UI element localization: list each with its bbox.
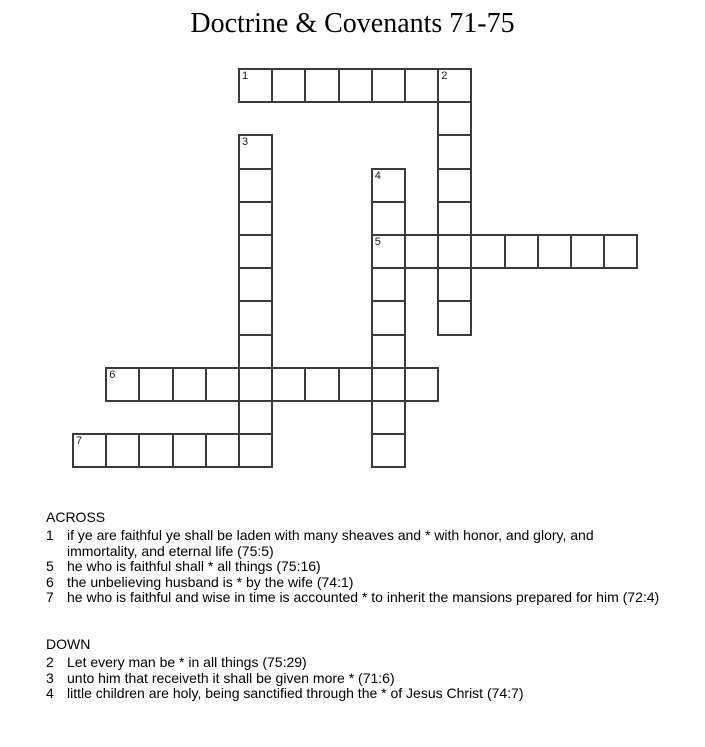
clue-text: the unbelieving husband is * by the wife (74:1): [67, 573, 354, 590]
across-clues-section: [46, 510, 664, 606]
grid-cell: [371, 367, 406, 402]
clue-text: if ye are faithful ye shall be laden with many sheaves and * with honor, and glory, and immortality, and eternal life (75:5): [67, 527, 594, 559]
grid-cell: [238, 300, 273, 335]
grid-cell: [371, 400, 406, 435]
grid-number-5: 5: [374, 236, 381, 248]
grid-cell: [238, 334, 273, 369]
grid-cell: [437, 267, 472, 302]
grid-cell: [304, 68, 339, 103]
grid-cell: [437, 134, 472, 169]
grid-cell: [371, 334, 406, 369]
down-clue-4: [46, 686, 664, 702]
grid-cell: [238, 201, 273, 236]
grid-cell: [537, 234, 572, 269]
grid-cell: [205, 433, 240, 468]
clue-number: 1: [46, 527, 54, 543]
across-header: ACROSS: [46, 509, 106, 525]
across-clue-7: [46, 590, 664, 606]
grid-cell: [105, 433, 140, 468]
grid-cell: [238, 168, 273, 203]
grid-number-1: 1: [242, 70, 249, 82]
clue-number: 6: [46, 573, 54, 590]
grid-cell: [238, 267, 273, 302]
clue-number: 5: [46, 558, 54, 574]
grid-number-3: 3: [242, 136, 249, 149]
down-clue-list: [46, 655, 664, 702]
grid-cell: [603, 234, 638, 269]
grid-cell: [570, 234, 605, 269]
grid-number-2: 2: [441, 70, 448, 82]
clue-text: Let every man be * in all things (75:29): [67, 654, 307, 670]
grid-cell: [504, 234, 539, 269]
across-clue-5: [46, 559, 664, 575]
across-clue-1: [46, 528, 664, 559]
clue-text: little children are holy, being sanctified through the * of Jesus Christ (74:7): [67, 685, 524, 701]
grid-cell: [172, 433, 207, 468]
down-header: DOWN: [46, 636, 91, 652]
grid-cell: [404, 234, 439, 269]
clue-text: unto him that receiveth it shall be given more * (71:6): [67, 669, 395, 686]
grid-number-7: 7: [76, 435, 83, 448]
grid-cell: [404, 68, 439, 103]
grid-cell: [172, 367, 207, 402]
grid-cell: [238, 234, 273, 269]
grid-cell: [271, 68, 306, 103]
grid-cell: [271, 367, 306, 402]
grid-cell: [437, 168, 472, 203]
grid-cell: [138, 367, 173, 402]
grid-cell: [437, 234, 472, 269]
clue-number: 2: [46, 654, 54, 670]
grid-cell: [371, 68, 406, 103]
grid-cell: [138, 433, 173, 468]
grid-cell: [437, 300, 472, 335]
grid-number-6: 6: [109, 368, 116, 381]
clue-number: 7: [46, 589, 54, 605]
clue-text: he who is faithful shall * all things (75:16): [67, 558, 321, 574]
grid-cell: [371, 267, 406, 302]
page-title: Doctrine & Covenants 71-75: [190, 8, 515, 39]
clue-number: 4: [46, 685, 54, 701]
across-clue-6: [46, 575, 664, 591]
clue-text: he who is faithful and wise in time is accounted * to inherit the mansions prepared for him (72:4): [67, 589, 660, 605]
down-clue-2: [46, 655, 664, 671]
grid-cell: [371, 201, 406, 236]
grid-cell: [338, 367, 373, 402]
down-clues-section: [46, 637, 664, 702]
grid-cell: [371, 300, 406, 335]
grid-cell: [304, 367, 339, 402]
grid-cell: [470, 234, 505, 269]
grid-cell: [205, 367, 240, 402]
across-clue-list: [46, 528, 664, 606]
grid-cell: [338, 68, 373, 103]
grid-cell: [238, 400, 273, 435]
grid-number-4: 4: [374, 169, 381, 182]
grid-cell: [238, 367, 273, 402]
grid-cell: [238, 433, 273, 468]
down-clue-3: [46, 671, 664, 687]
grid-cell: [437, 201, 472, 236]
clue-number: 3: [46, 669, 54, 686]
grid-cell: [437, 101, 472, 136]
grid-cell: [371, 433, 406, 468]
grid-cell: [404, 367, 439, 402]
